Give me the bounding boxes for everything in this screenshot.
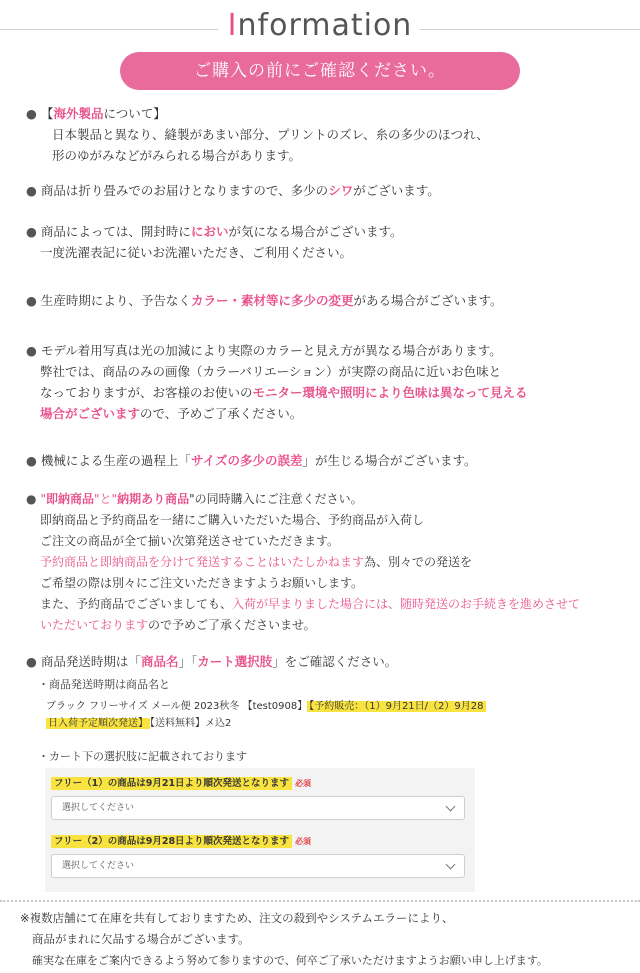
cart-option-sample (45, 768, 475, 892)
section-odor: ● 商品によっては、開封時ににおいが気になる場合がございます。 一度洗濯表記に従いお洗濯いただき、ご利用ください。 (26, 224, 403, 260)
note-product-name: ・商品発送時期は商品名と (38, 678, 170, 691)
highlight-overseas: 海外製品 (53, 106, 104, 121)
highlight-monitor: モニター環境や照明により色味は異なって見える (252, 385, 528, 400)
required-badge: 必須 (295, 779, 312, 788)
section-size-error: ● 機械による生産の過程上「サイズの多少の誤差」が生じる場合がございます。 (26, 453, 477, 468)
highlight-instant: 即納商品 (46, 492, 95, 506)
required-badge: 必須 (295, 837, 312, 846)
divider (0, 900, 640, 902)
section-overseas-product: ● 【海外製品について】 日本製品と異なり、縫製があまい部分、プリントのズレ、糸の多少のほつれ、 形のゆがみなどがみられる場合があります。 (26, 106, 489, 163)
section-shipping-period: ● 商品発送時期は「商品名」「カート選択肢」をご確認ください。 (26, 654, 398, 669)
chevron-down-icon (446, 860, 456, 870)
option-select-1[interactable]: 選択してください (51, 796, 465, 820)
bullet: ● (26, 106, 37, 121)
option-label-1: フリー（1）の商品は9月21日より順次発送となります 必須 (51, 777, 311, 791)
title-initial: I (227, 8, 238, 43)
highlight-delivery: 納期あり商品 (117, 492, 190, 506)
chevron-down-icon (446, 802, 456, 812)
section-material-change: ● 生産時期により、予告なくカラー・素材等に多少の変更がある場合がございます。 (26, 293, 503, 308)
note-cart-option: ・カート下の選択肢に記載されております (38, 750, 247, 763)
section-mixed-order: ● "即納商品"と"納期あり商品"の同時購入にご注意ください。 即納商品と予約商品を一緒にご購入いただいた場合、予約商品が入荷し ご注文の商品が全て揃い次第発送させていただきます。 予約商品と即納商品を分けて発送することはいたしかねます為、別々での発送を ご希望の際は別々にご注文いただきますようお願いします。 また、予約商品でございましても、入荷が早まりました場合には、随時発送のお手続きを進めさせて いただいておりますので予めご了承くださいませ。 (26, 492, 581, 632)
highlight-product-name: 商品名 (140, 654, 179, 669)
section-color-difference: ● モデル着用写真は光の加減により実際のカラーと見え方が異なる場合があります。 弊社では、商品のみの画像（カラーバリエーション）が実際の商品に近いお色味と なっておりますが、お客様のお使いのモニター環境や照明により色味は異なって見える 場合がございますので、予めご了承ください。 (26, 343, 528, 421)
section-wrinkles: ● 商品は折り畳みでのお届けとなりますので、多少のシワがございます。 (26, 183, 440, 198)
highlight-size: サイズの多少の誤差 (190, 453, 303, 468)
notice-banner: ご購入の前にご確認ください。 (120, 52, 520, 90)
highlight-odor: におい (190, 224, 229, 239)
option-label-2: フリー（2）の商品は9月28日より順次発送となります 必須 (51, 835, 311, 849)
title-rest: nformation (237, 8, 413, 43)
sample-product-name: ブラック フリーサイズ メール便 2023秋冬 【test0908】 【予約販売：（1）9月21日/（2）9月28 日入荷予定順次発送】 【送料無料】メ込2 (46, 701, 484, 729)
highlight-cart-option: カート選択肢 (197, 654, 273, 669)
highlight-material: カラー・素材等に多少の変更 (190, 293, 354, 308)
info-header (0, 0, 640, 50)
reservation-highlight: 【予約販売：（1）9月21日/（2）9月28 (309, 701, 484, 712)
page-title (0, 6, 640, 46)
footer-note: ※複数店舗にて在庫を共有しておりますため、注文の殺到やシステムエラーにより、 商品がまれに欠品する場合がございます。 確実な在庫をご案内できるよう努めて参りますので、何卒ご了承いただけますようお願い申し上げます。 (20, 911, 548, 967)
option-select-2[interactable]: 選択してください (51, 854, 465, 878)
highlight-wrinkle: シワ (328, 183, 354, 198)
